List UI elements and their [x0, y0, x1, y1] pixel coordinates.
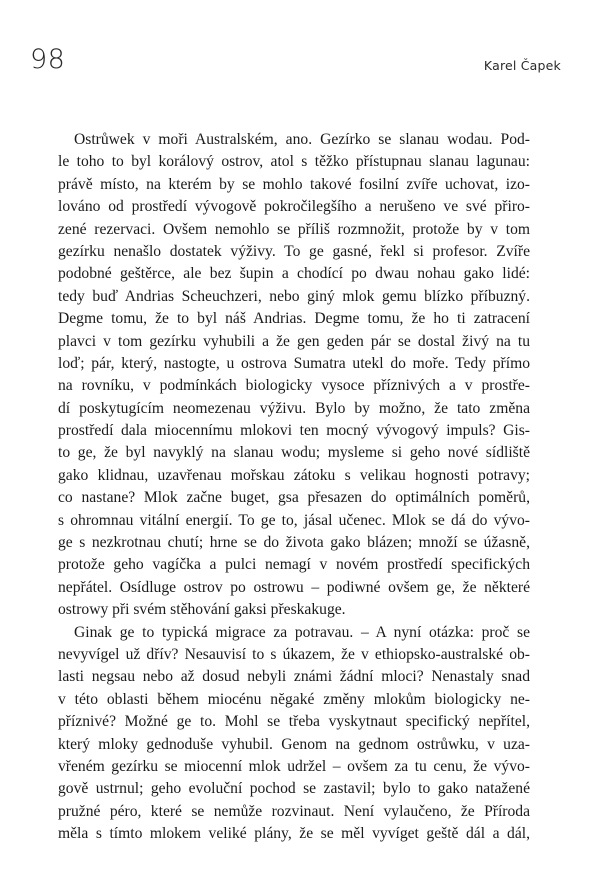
text-line: co nastane? Mlok začne buget, gsa přesazen do optimálních poměrů,	[58, 489, 530, 507]
text-line: vřeném gezírku se miocenní mlok udržel – ovšem za tu cenu, že vývo-	[58, 757, 530, 775]
text-line: prostředí dala miocennímu mlokovi ten mocný vývogový impuls? Gis-	[58, 422, 530, 440]
text-line: v této oblasti během miocénu nĕgaké změny mlokům biologicky ne-	[58, 690, 530, 708]
text-line: Ostrůwek v moři Australském, ano. Gezírko se slanau wodau. Pod-	[74, 131, 530, 148]
text-line: nevyvígel už dřív? Nesauvisí to s úkazem, že v ethiopsko-australské ob-	[58, 645, 530, 663]
text-line: gově ustrnul; geho evoluční pochod se zastavil; bylo to gako natažené	[58, 780, 530, 798]
paragraph	[58, 622, 530, 846]
text-line: tedy buď Andrias Scheuchzeri, nebo giný mlok gemu blízko příbuzný.	[58, 287, 530, 305]
text-line: podobné geštěrce, ale bez šupin a chodící po dwau nohau gako lidé:	[58, 265, 530, 283]
text-line: le toho to byl korálový ostrov, atol s těžko přístupnau slanau lagunau:	[58, 153, 530, 171]
paragraph	[58, 129, 530, 622]
text-line: pružné péro, které se nemůže rozvinaut. Není vylaučeno, že Příroda	[58, 802, 530, 820]
text-line: dí poskytugícím neomezenau výživu. Bylo by možno, že tato změna	[58, 399, 530, 417]
text-line: to ge, že byl navyklý na slanau wodu; mysleme si geho nové sídliště	[58, 444, 530, 462]
text-line: gako klidnau, uzavřenau mořskau zátoku s velikau hognosti potravy;	[58, 466, 530, 484]
body-text	[58, 129, 530, 846]
text-line: plavci v tom gezírku vyhubili a že gen geden pár se dostal živý na tu	[58, 332, 530, 350]
text-line: nepřátel. Osídluge ostrov po ostrowu – podiwné ovšem ge, že některé	[58, 578, 530, 596]
running-head-author: Karel Čapek	[483, 58, 561, 73]
text-line: měla s tímto mlokem veliké plány, že se měl vyvíget geště dál a dál,	[58, 825, 530, 843]
text-line: právě místo, na kterém by se mohlo takové fosilní zvíře uchovat, izo-	[58, 175, 530, 193]
text-line: ge s nezkrotnau chutí; hrne se do života gako blázen; množí se úžasně,	[58, 534, 530, 552]
text-line: gezírku nenašlo dostatek výživy. To ge gasné, řekl si profesor. Zvíře	[58, 242, 530, 260]
text-line: příznivé? Možné ge to. Mohl se třeba vyskytnaut specifický nepřítel,	[58, 713, 530, 731]
text-line: s ohromnau vitální energií. To ge to, jásal učenec. Mlok se dá do vývo-	[58, 511, 530, 529]
text-line: zené rezervaci. Ovšem nemohlo se příliš rozmnožit, protože by v tom	[58, 220, 530, 238]
text-line: na rovníku, v podmínkách biologicky vysoce příznivých a v prostře-	[58, 377, 530, 395]
text-line: lováno od prostředí vývogově pokročilegšího a nerušeno ve své přiro-	[58, 198, 530, 216]
text-line: lasti negsau nebo až dosud nebyli známi žádní mloci? Nenastaly snad	[58, 668, 530, 686]
text-line: protože geho vagíčka a pulci nemagí v novém prostředí specifických	[58, 556, 530, 574]
text-line: který mloky gednoduše vyhubil. Genom na gednom ostrůwku, v uza-	[58, 735, 530, 753]
text-line: Ginak ge to typická migrace za potravau. – A nyní otázka: proč se	[74, 623, 530, 641]
page-number: 98	[30, 44, 66, 75]
text-line: loď; pár, který, nastogte, u ostrova Sumatra utekl do moře. Tedy přímo	[58, 354, 530, 372]
text-line: Degme tomu, že to byl náš Andrias. Degme tomu, že ho ti zatracení	[58, 310, 530, 328]
text-line: ostrowy při svém stěhování gaksi přeskakuge.	[58, 601, 346, 619]
